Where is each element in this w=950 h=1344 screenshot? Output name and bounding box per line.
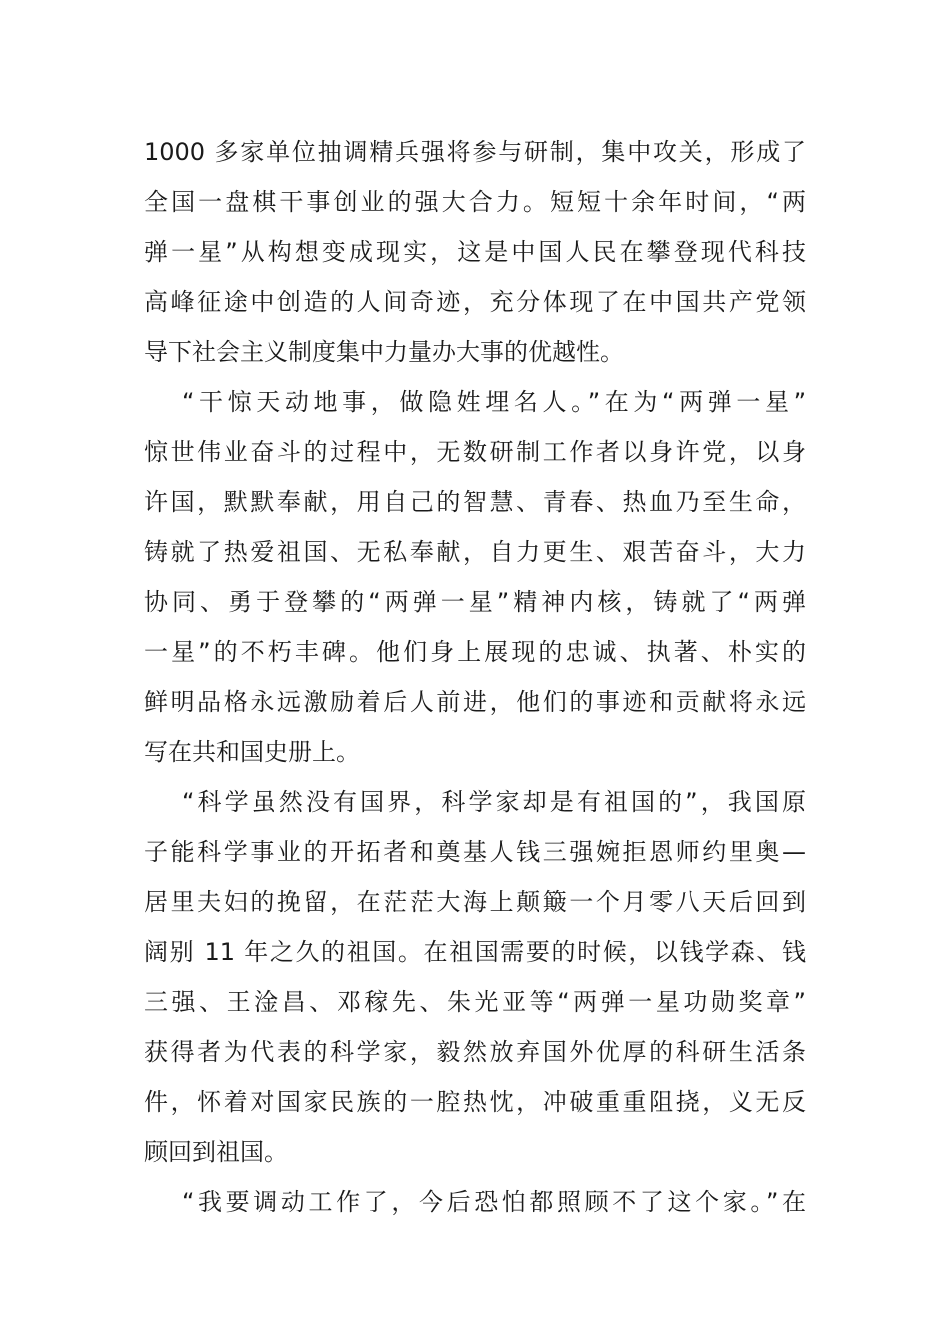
text-line: 全国一盘棋干事创业的强大合力。短短十余年时间，“两 <box>144 188 806 216</box>
paragraph-3 <box>144 777 806 1177</box>
text-line: 导下社会主义制度集中力量办大事的优越性。 <box>144 338 624 366</box>
text-line: 三强、王淦昌、邓稼先、朱光亚等“两弹一星功勋奖章” <box>144 988 806 1016</box>
text-line: 弹一星”从构想变成现实，这是中国人民在攀登现代科技 <box>144 238 806 266</box>
text-line: “我要调动工作了，今后恐怕都照顾不了这个家。”在 <box>182 1188 806 1216</box>
text-line: 居里夫妇的挽留，在茫茫大海上颠簸一个月零八天后回到 <box>144 888 806 916</box>
text-line: 顾回到祖国。 <box>144 1138 288 1166</box>
text-line: 获得者为代表的科学家，毅然放弃国外优厚的科研生活条 <box>144 1038 806 1066</box>
text-line: 惊世伟业奋斗的过程中，无数研制工作者以身许党，以身 <box>144 438 806 466</box>
paragraph-4 <box>144 1177 806 1227</box>
text-line: 阔别 11 年之久的祖国。在祖国需要的时候，以钱学森、钱 <box>144 938 806 966</box>
paragraph-2 <box>144 377 806 777</box>
text-line: “科学虽然没有国界，科学家却是有祖国的”，我国原 <box>182 788 806 816</box>
text-line: 件，怀着对国家民族的一腔热忱，冲破重重阻挠，义无反 <box>144 1088 806 1116</box>
text-line: 鲜明品格永远激励着后人前进，他们的事迹和贡献将永远 <box>144 688 806 716</box>
text-line: 写在共和国史册上。 <box>144 738 360 766</box>
text-line: 铸就了热爱祖国、无私奉献，自力更生、艰苦奋斗，大力 <box>144 538 806 566</box>
text-line: 一星”的不朽丰碑。他们身上展现的忠诚、执著、朴实的 <box>144 638 806 666</box>
text-line: 子能科学事业的开拓者和奠基人钱三强婉拒恩师约里奥— <box>144 838 806 866</box>
text-line: 1000 多家单位抽调精兵强将参与研制，集中攻关，形成了 <box>144 138 806 166</box>
paragraph-1 <box>144 127 806 377</box>
text-line: 许国，默默奉献，用自己的智慧、青春、热血乃至生命， <box>144 488 806 516</box>
body-text <box>144 127 806 1227</box>
text-line: “干惊天动地事，做隐姓埋名人。”在为“两弹一星” <box>182 388 806 416</box>
text-line: 协同、勇于登攀的“两弹一星”精神内核，铸就了“两弹 <box>144 588 806 616</box>
text-line: 高峰征途中创造的人间奇迹，充分体现了在中国共产党领 <box>144 288 806 316</box>
